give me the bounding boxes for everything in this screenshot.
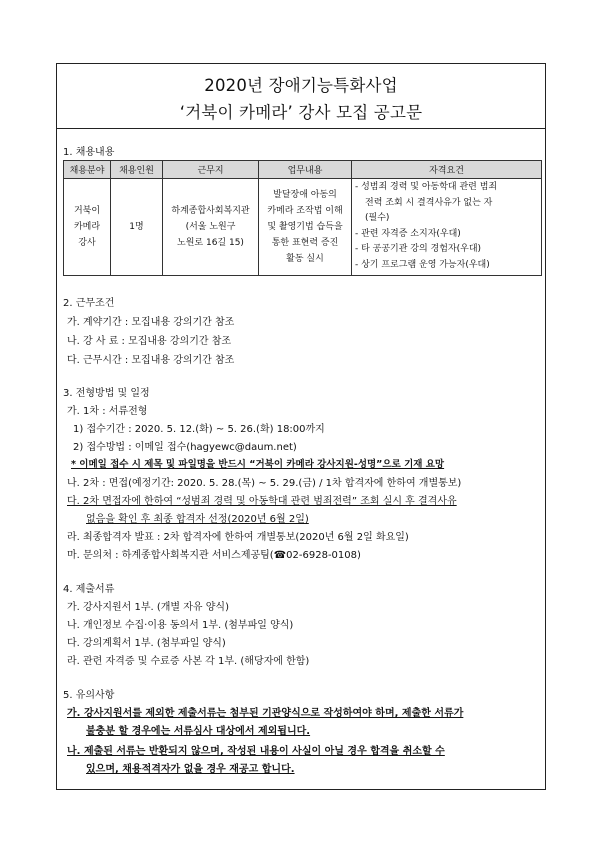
table-header-duties: 업무내용	[259, 161, 352, 179]
caution-na-line2: 있으며, 채용적격자가 없을 경우 재공고 합니다.	[86, 764, 295, 775]
cell-line: 발달장애 아동의	[273, 189, 337, 200]
cell-line: 거북이	[73, 205, 101, 216]
section4-heading: 4. 제출서류	[63, 584, 115, 595]
qualification-item: - 타 공공기관 강의 경험자(우대)	[355, 244, 482, 255]
notice-document	[56, 63, 546, 790]
cell-line: 통한 표현력 증진	[271, 237, 339, 248]
table-header-row	[64, 161, 542, 179]
document-title-line1: 2020년 장애기능특화사업	[204, 76, 398, 95]
qualification-item: (필수)	[365, 213, 390, 224]
cell-line: 카메라 조작법 이해	[267, 205, 343, 216]
application-period: 1) 접수기간 : 2020. 5. 12.(화) ~ 5. 26.(화) 18:00까지	[73, 424, 325, 435]
work-condition-item: 다. 근무시간 : 모집내용 강의기간 참조	[67, 355, 235, 366]
cell-count: 1명	[111, 179, 163, 276]
table-row	[64, 179, 542, 276]
cell-line: 카메라	[73, 221, 101, 232]
final-announcement: 라. 최종합격자 발표 : 2차 합격자에 한하여 개별통보(2020년 6월 2일 화요일)	[67, 532, 409, 543]
qualification-item: - 성범죄 경력 및 아동학대 관련 범죄	[355, 182, 498, 192]
cell-line: 노원로 16길 15)	[177, 237, 244, 248]
document-title-line2: ‘거북이 카메라’ 강사 모집 공고문	[179, 103, 423, 122]
work-condition-item: 가. 계약기간 : 모집내용 강의기간 참조	[67, 317, 235, 328]
cell-qualifications	[352, 179, 542, 276]
cell-line: 활동 실시	[286, 253, 324, 264]
table-header-count: 채용인원	[111, 161, 163, 179]
document-item: 라. 관련 자격증 및 수료증 사본 각 1부. (해당자에 한함)	[67, 656, 310, 667]
background-check-line2: 없음을 확인 후 최종 합격자 선정(2020년 6월 2일)	[86, 514, 309, 525]
document-item: 가. 강사지원서 1부. (개별 자유 양식)	[67, 602, 229, 613]
cell-duties	[259, 179, 352, 276]
cell-line: 강사	[78, 237, 96, 248]
table-header-location: 근무지	[163, 161, 259, 179]
title-box	[57, 64, 545, 129]
application-method: 2) 접수방법 : 이메일 접수(hagyewc@daum.net)	[73, 442, 297, 453]
cell-location	[163, 179, 259, 276]
contact-info: 마. 문의처 : 하계종합사회복지관 서비스제공팀(☎02-6928-0108)	[67, 550, 361, 561]
cell-line: 및 촬영기법 습득을	[267, 221, 343, 232]
email-note: * 이메일 접수 시 제목 및 파일명을 반드시 “거북이 카메라 강사지원-성명”으로 기재 요망	[71, 459, 445, 470]
document-item: 다. 강의계획서 1부. (첨부파일 양식)	[67, 638, 226, 649]
cell-line: 하계종합사회복지관	[171, 205, 250, 216]
cell-field	[64, 179, 111, 276]
selection-step-2: 나. 2차 : 면접(예정기간: 2020. 5. 28.(목) ~ 5. 29.(금) / 1차 합격자에 한하여 개별통보)	[67, 478, 462, 489]
recruitment-table	[63, 160, 542, 276]
background-check-line1: 다. 2차 면접자에 한하여 “성범죄 경력 및 아동학대 관련 범죄전력” 조회 실시 후 결격사유	[67, 496, 457, 507]
qualification-item: - 상기 프로그램 운영 가능자(우대)	[355, 259, 490, 270]
caution-ga-line1: 가. 강사지원서를 제외한 제출서류는 첨부된 기관양식으로 작성하여야 하며, 제출한 서류가	[67, 708, 464, 719]
section3-heading: 3. 전형방법 및 일정	[63, 388, 150, 399]
document-item: 나. 개인정보 수집·이용 동의서 1부. (첨부파일 양식)	[67, 620, 294, 631]
cell-line: (서울 노원구	[185, 221, 236, 232]
selection-step-1: 가. 1차 : 서류전형	[67, 406, 148, 417]
work-condition-item: 나. 강 사 료 : 모집내용 강의기간 참조	[67, 336, 232, 347]
table-header-field: 채용분야	[64, 161, 111, 179]
qualification-item: 전력 조회 시 결격사유가 없는 자	[365, 197, 493, 208]
caution-na-line1: 나. 제출된 서류는 반환되지 않으며, 작성된 내용이 사실이 아닐 경우 합격을 취소할 수	[67, 746, 445, 757]
section2-heading: 2. 근무조건	[63, 298, 115, 309]
table-header-qualifications: 자격요건	[352, 161, 542, 179]
section5-heading: 5. 유의사항	[63, 690, 115, 701]
qualification-item: - 관련 자격증 소지자(우대)	[355, 228, 461, 239]
section1-heading: 1. 채용내용	[63, 147, 115, 158]
caution-ga-line2: 불충분 할 경우에는 서류심사 대상에서 제외됩니다.	[86, 726, 311, 737]
